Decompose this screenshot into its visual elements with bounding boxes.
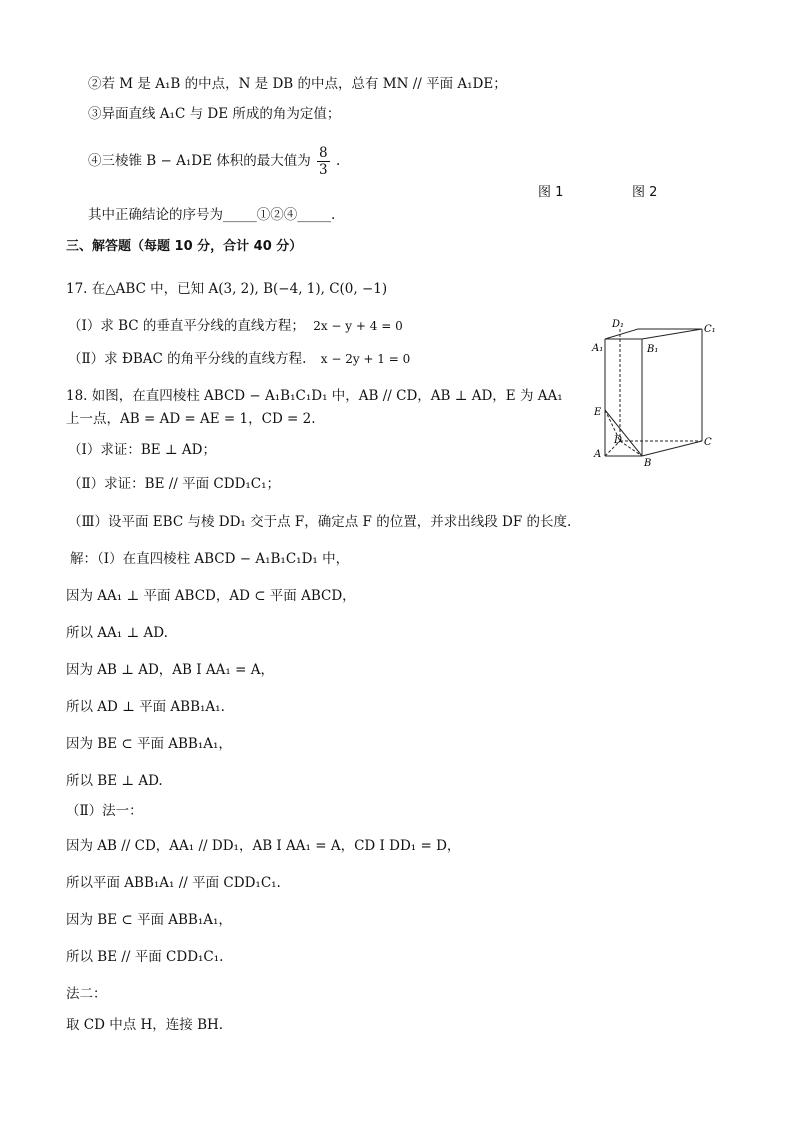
solution-line-3: 所以 AA₁ ⊥ AD. bbox=[66, 625, 168, 641]
solution-line-4: 因为 AB ⊥ AD，AB Ι AA₁ = A， bbox=[66, 662, 274, 678]
q17-part1-answer: 2x − y + 4 = 0 bbox=[313, 319, 403, 333]
q17-part1-text: （Ⅰ）求 BC 的垂直平分线的直线方程； bbox=[68, 318, 305, 334]
figure-2-label: 图 2 bbox=[632, 185, 658, 200]
solution-line-13: 法二： bbox=[66, 986, 107, 1002]
option-4 bbox=[88, 145, 340, 178]
solution-line-6: 因为 BE ⊂ 平面 ABB₁A₁， bbox=[66, 736, 232, 752]
fraction-numerator: 8 bbox=[319, 145, 328, 161]
label-A1: A₁ bbox=[592, 343, 604, 354]
q17-stem: 17. 在△ABC 中，已知 A(3, 2), B(−4, 1), C(0, −1) bbox=[66, 281, 388, 297]
figure-1-label: 图 1 bbox=[538, 185, 564, 200]
fraction-denominator: 3 bbox=[319, 162, 328, 178]
q17-part2-text: （Ⅱ）求 ÐBAC 的角平分线的直线方程. bbox=[68, 351, 307, 367]
solution-line-12: 所以 BE // 平面 CDD₁C₁. bbox=[66, 949, 224, 965]
prism-figure bbox=[590, 318, 730, 468]
q18-stem-line1: 18. 如图，在直四棱柱 ABCD − A₁B₁C₁D₁ 中，AB // CD，AB ⊥ AD，E 为 AA₁ bbox=[66, 388, 563, 404]
label-C1: C₁ bbox=[704, 324, 716, 335]
solution-line-8: （Ⅱ）法一： bbox=[66, 803, 143, 819]
section-title: 三、解答题（每题 10 分，合计 40 分） bbox=[66, 239, 303, 254]
option-4-fraction bbox=[317, 145, 330, 178]
solution-line-10: 所以平面 ABB₁A₁ // 平面 CDD₁C₁. bbox=[66, 875, 281, 891]
q17-part2-answer: x − 2y + 1 = 0 bbox=[320, 352, 411, 366]
label-E: E bbox=[594, 407, 602, 418]
option-4-suffix: . bbox=[335, 153, 341, 169]
label-C: C bbox=[704, 437, 712, 448]
solution-line-9: 因为 AB // CD，AA₁ // DD₁，AB Ι AA₁ = A，CD Ι DD₁ = D， bbox=[66, 838, 461, 854]
option-3: ③异面直线 A₁C 与 DE 所成的角为定值； bbox=[88, 106, 341, 122]
answer-line: 其中正确结论的序号为_____①②④_____. bbox=[88, 207, 336, 223]
label-D1: D₁ bbox=[612, 319, 625, 330]
option-2: ②若 M 是 A₁B 的中点，N 是 DB 的中点，总有 MN // 平面 A₁DE； bbox=[88, 76, 507, 92]
q18-part1: （Ⅰ）求证：BE ⊥ AD； bbox=[68, 442, 216, 458]
q18-stem-line2: 上一点，AB = AD = AE = 1，CD = 2. bbox=[66, 411, 316, 427]
option-4-text: ④三棱锥 B − A₁DE 体积的最大值为 bbox=[88, 153, 311, 169]
solution-line-11: 因为 BE ⊂ 平面 ABB₁A₁， bbox=[66, 912, 232, 928]
q18-part2: （Ⅱ）求证：BE // 平面 CDD₁C₁； bbox=[68, 476, 281, 492]
solution-line-7: 所以 BE ⊥ AD. bbox=[66, 773, 163, 789]
solution-line-1: 解：（Ⅰ）在直四棱柱 ABCD − A₁B₁C₁D₁ 中， bbox=[70, 551, 350, 567]
q17-part2 bbox=[68, 349, 410, 369]
solution-line-14: 取 CD 中点 H，连接 BH. bbox=[66, 1017, 224, 1033]
q18-part3: （Ⅲ）设平面 EBC 与棱 DD₁ 交于点 F，确定点 F 的位置，并求出线段 DF 的长度. bbox=[68, 514, 572, 530]
label-A: A bbox=[594, 449, 602, 460]
solution-line-2: 因为 AA₁ ⊥ 平面 ABCD，AD ⊂ 平面 ABCD， bbox=[66, 588, 356, 604]
solution-line-5: 所以 AD ⊥ 平面 ABB₁A₁. bbox=[66, 699, 225, 715]
q17-part1 bbox=[68, 316, 403, 336]
label-B1: B₁ bbox=[647, 344, 659, 355]
label-B: B bbox=[644, 458, 652, 468]
label-D: D bbox=[614, 435, 623, 446]
